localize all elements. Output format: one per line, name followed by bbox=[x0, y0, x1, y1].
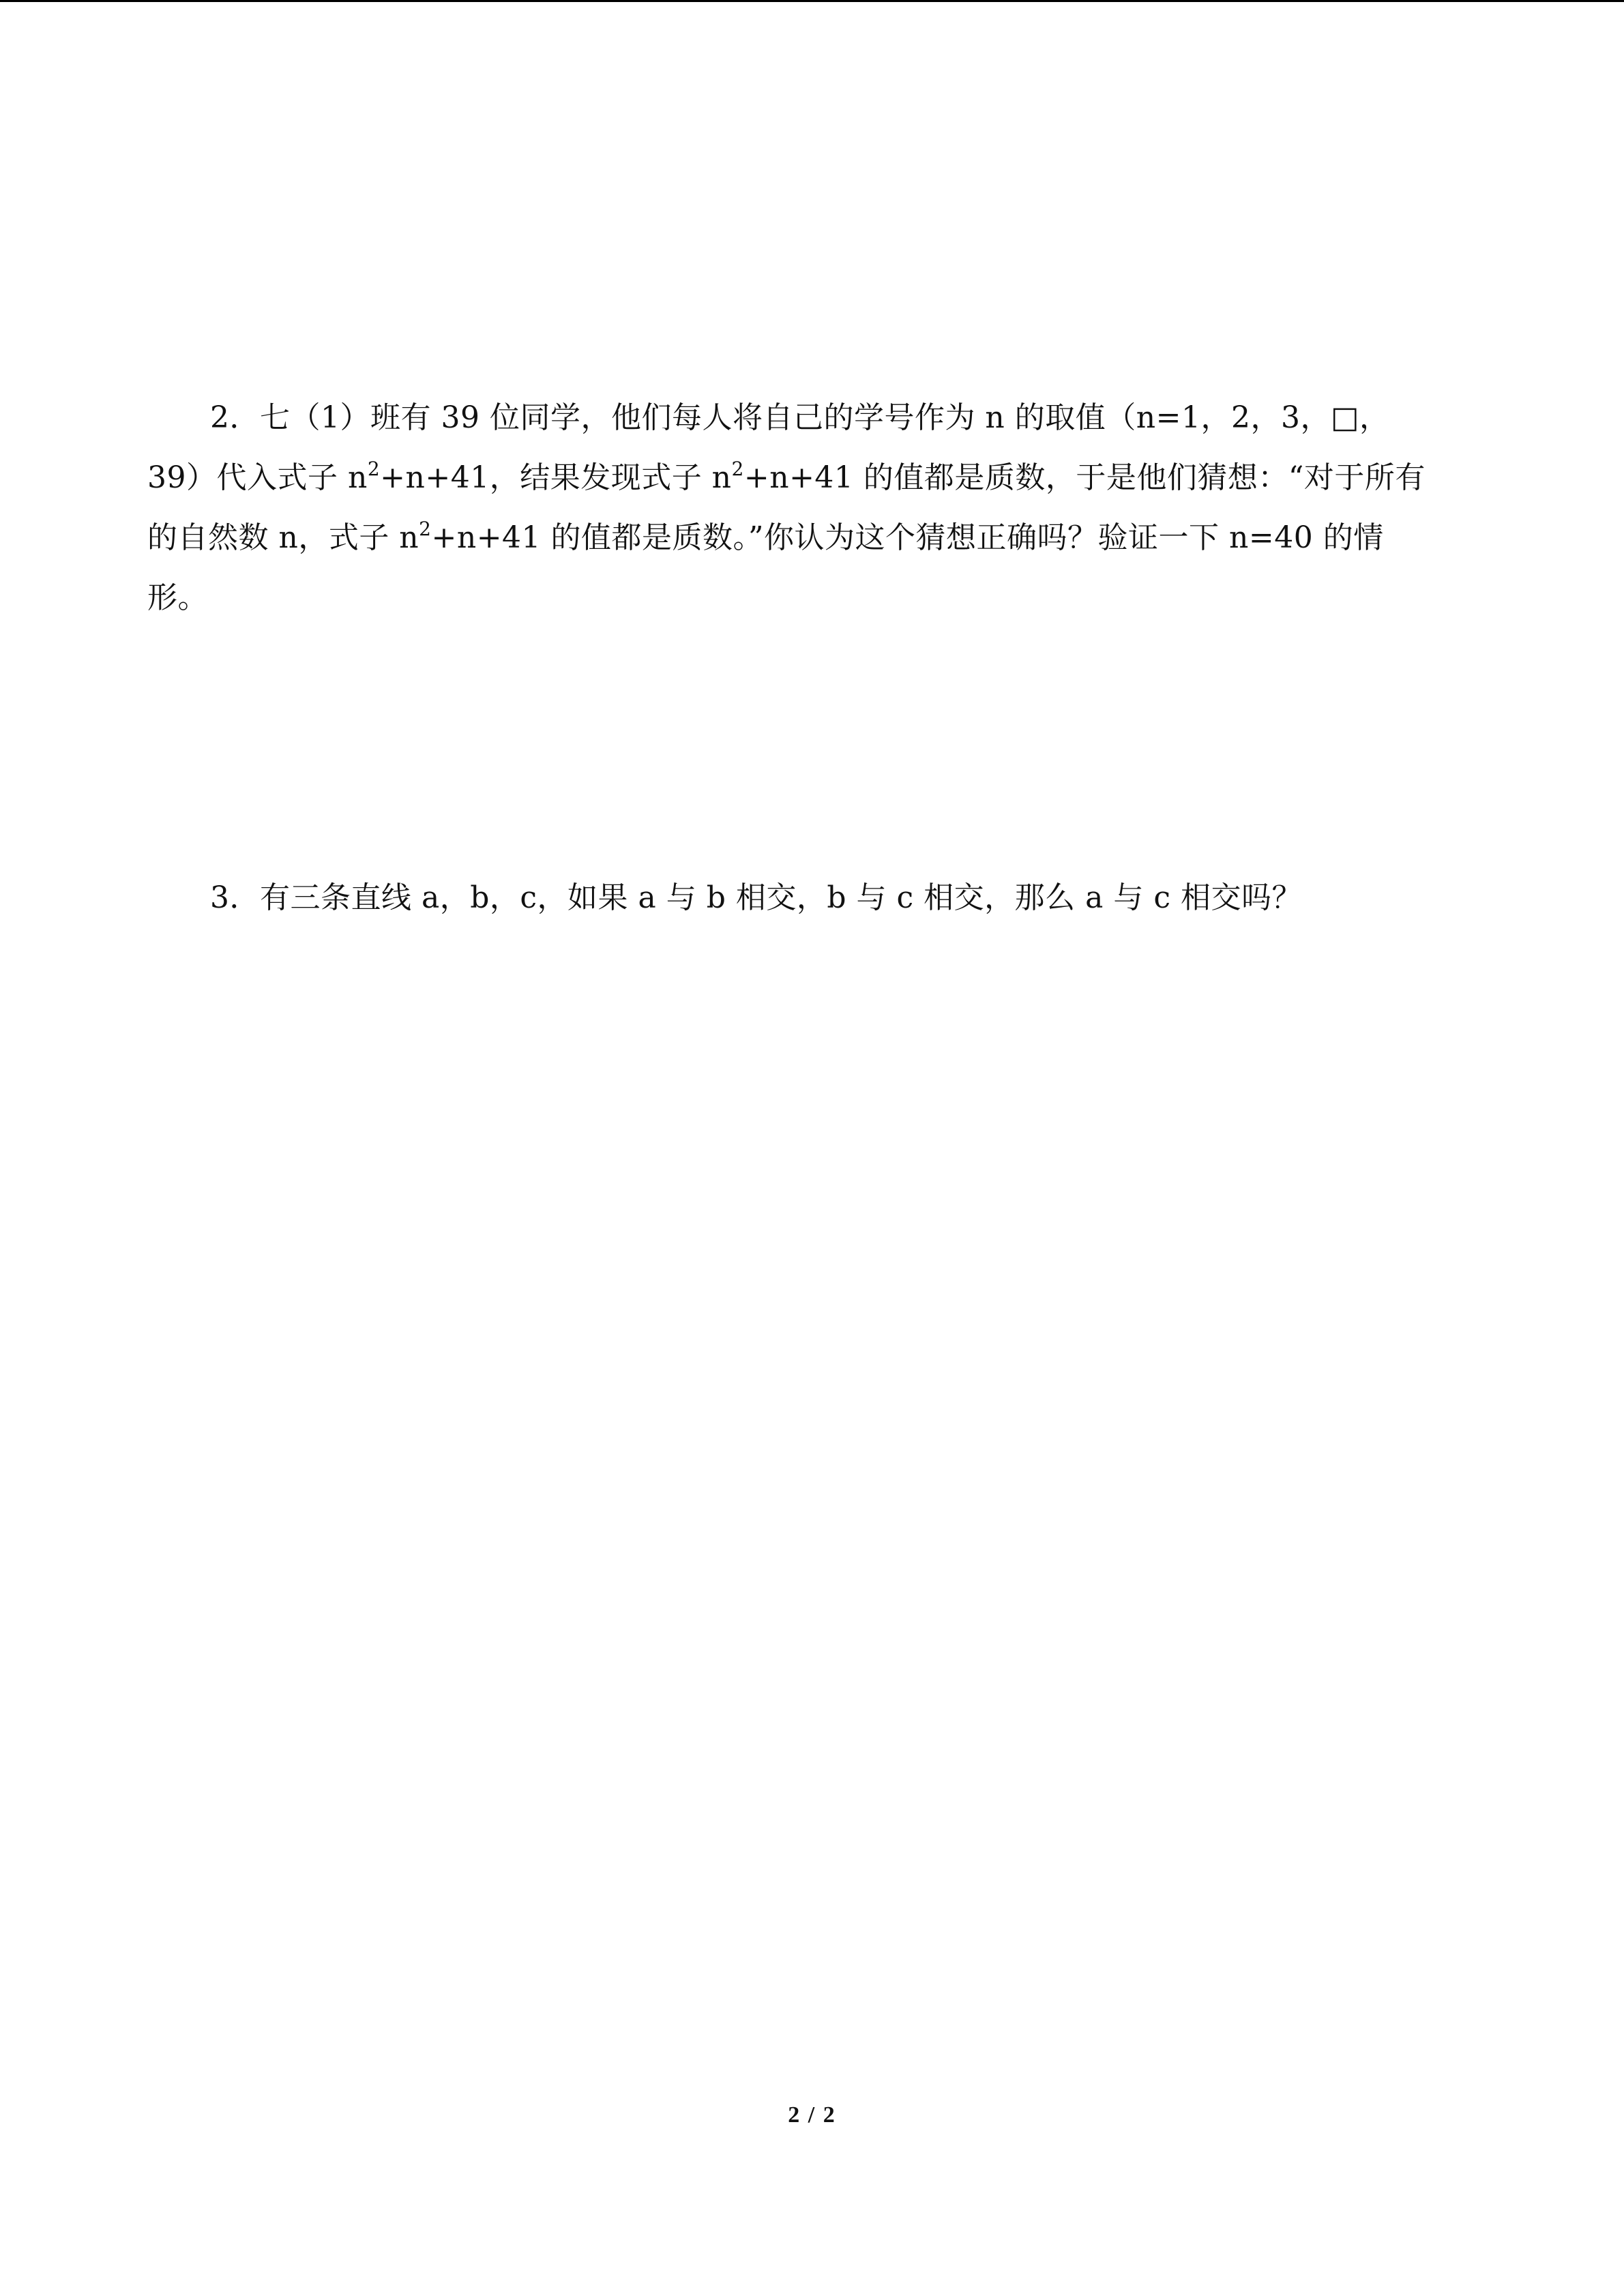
question-2-line-1-text: 2．七（1）班有 39 位同学，他们每人将自己的学号作为 n 的取值（n=1，2，3，□， bbox=[210, 400, 1390, 435]
question-2-line-3 bbox=[147, 508, 1453, 568]
question-3 bbox=[147, 868, 1453, 928]
question-2-line-2-text-c: +n+41 的值都是质数，于是他们猜想：“对于所有 bbox=[743, 460, 1426, 495]
exponent: 2 bbox=[731, 458, 744, 481]
question-2-line-2 bbox=[147, 448, 1453, 508]
question-2-line-3-text-a: 的自然数 n，式子 n bbox=[147, 520, 419, 555]
page-number: 2 / 2 bbox=[788, 2102, 836, 2128]
question-3-line-1-text: 3．有三条直线 a，b，c，如果 a 与 b 相交，b 与 c 相交，那么 a 与 c 相交吗？ bbox=[210, 880, 1302, 915]
question-2 bbox=[147, 388, 1453, 628]
exponent: 2 bbox=[419, 518, 432, 541]
question-2-line-2-text-a: 39）代入式子 n bbox=[147, 460, 368, 495]
question-2-line-3-text-b: +n+41 的值都是质数。”你认为这个猜想正确吗？验证一下 n=40 的情 bbox=[431, 520, 1384, 555]
question-2-line-4 bbox=[147, 568, 1453, 628]
exponent: 2 bbox=[367, 458, 381, 481]
question-2-line-2-text-b: +n+41，结果发现式子 n bbox=[380, 460, 732, 495]
question-3-line-1 bbox=[147, 868, 1453, 928]
question-2-line-4-text: 形。 bbox=[147, 580, 208, 615]
question-2-line-1 bbox=[147, 388, 1453, 448]
